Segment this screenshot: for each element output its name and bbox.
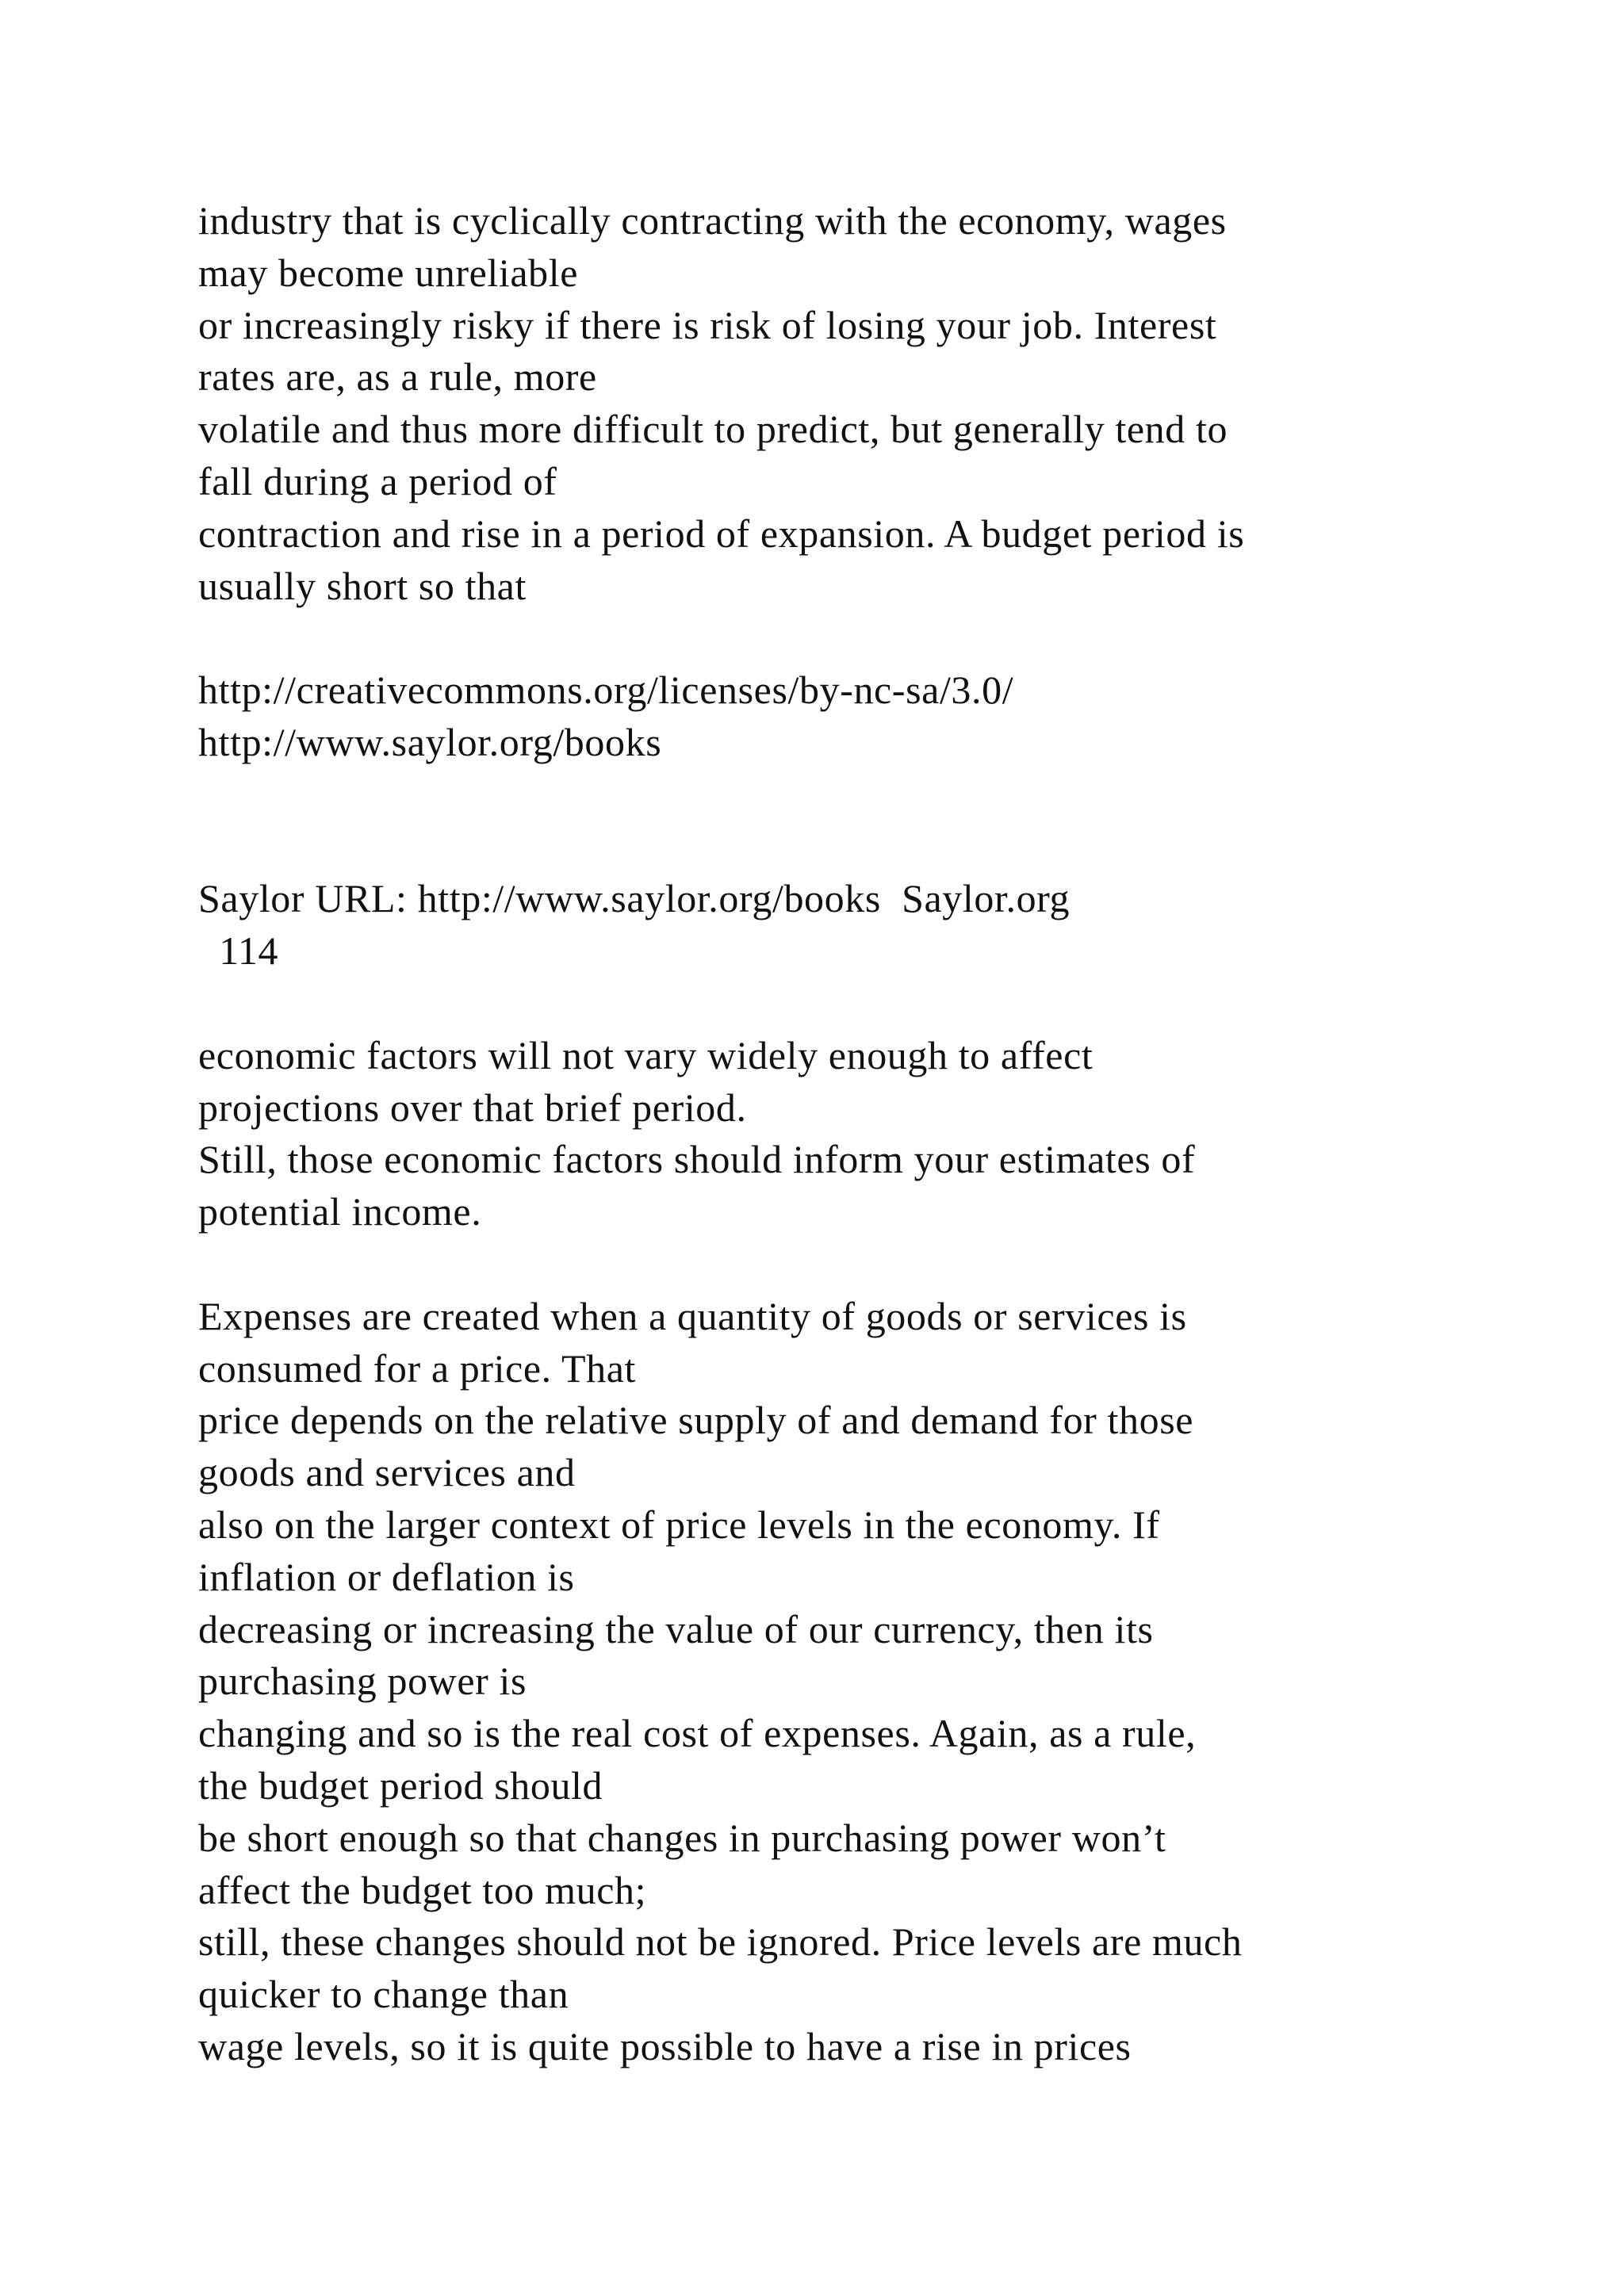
page-number: 114 [198, 928, 279, 974]
text-line: still, these changes should not be ignored. Price levels are much [198, 1919, 1243, 1965]
text-line: decreasing or increasing the value of our currency, then its [198, 1606, 1154, 1651]
text-line: the budget period should [198, 1762, 603, 1808]
text-line: may become unreliable [198, 250, 579, 295]
page-footer [198, 873, 1435, 978]
text-line: also on the larger context of price levels in the economy. If [198, 1502, 1160, 1547]
text-line: projections over that brief period. [198, 1085, 747, 1130]
text-line: fall during a period of [198, 458, 557, 503]
text-line: industry that is cyclically contracting with the economy, wages [198, 198, 1227, 243]
text-line: price depends on the relative supply of and demand for those [198, 1398, 1194, 1443]
text-line: purchasing power is [198, 1659, 527, 1704]
paragraph-wages-interest [198, 195, 1435, 612]
spacer [198, 1238, 1435, 1291]
text-line: economic factors will not vary widely enough to affect [198, 1032, 1094, 1077]
spacer [198, 769, 1435, 821]
license-links [198, 664, 1435, 769]
text-line: Expenses are created when a quantity of goods or services is [198, 1293, 1187, 1338]
paragraph-expenses [198, 1291, 1435, 2073]
text-line: wage levels, so it is quite possible to have a rise in prices [198, 2023, 1132, 2068]
license-link[interactable]: http://creativecommons.org/licenses/by-nc-sa/3.0/ [198, 668, 1014, 713]
text-line: contraction and rise in a period of expansion. A budget period is [198, 511, 1245, 556]
text-line: potential income. [198, 1189, 482, 1234]
text-line: usually short so that [198, 563, 527, 608]
spacer [198, 821, 1435, 874]
document-text [198, 195, 1435, 2073]
source-attribution: Saylor URL: http://www.saylor.org/books Saylor.org [198, 876, 1071, 921]
text-line: volatile and thus more difficult to predict, but generally tend to [198, 407, 1228, 452]
text-line: affect the budget too much; [198, 1867, 647, 1912]
text-line: be short enough so that changes in purchasing power won’t [198, 1815, 1166, 1860]
text-line: or increasingly risky if there is risk of losing your job. Interest [198, 302, 1217, 347]
spacer [198, 612, 1435, 664]
paragraph-economic-factors [198, 1030, 1435, 1238]
text-line: consumed for a price. That [198, 1345, 636, 1391]
source-link[interactable]: http://www.saylor.org/books [198, 719, 662, 764]
text-line: inflation or deflation is [198, 1554, 575, 1599]
text-line: Still, those economic factors should inform your estimates of [198, 1137, 1196, 1182]
text-line: rates are, as a rule, more [198, 354, 597, 400]
text-line: changing and so is the real cost of expenses. Again, as a rule, [198, 1711, 1197, 1756]
text-line: quicker to change than [198, 1972, 569, 2017]
spacer [198, 978, 1435, 1030]
text-line: goods and services and [198, 1450, 576, 1495]
